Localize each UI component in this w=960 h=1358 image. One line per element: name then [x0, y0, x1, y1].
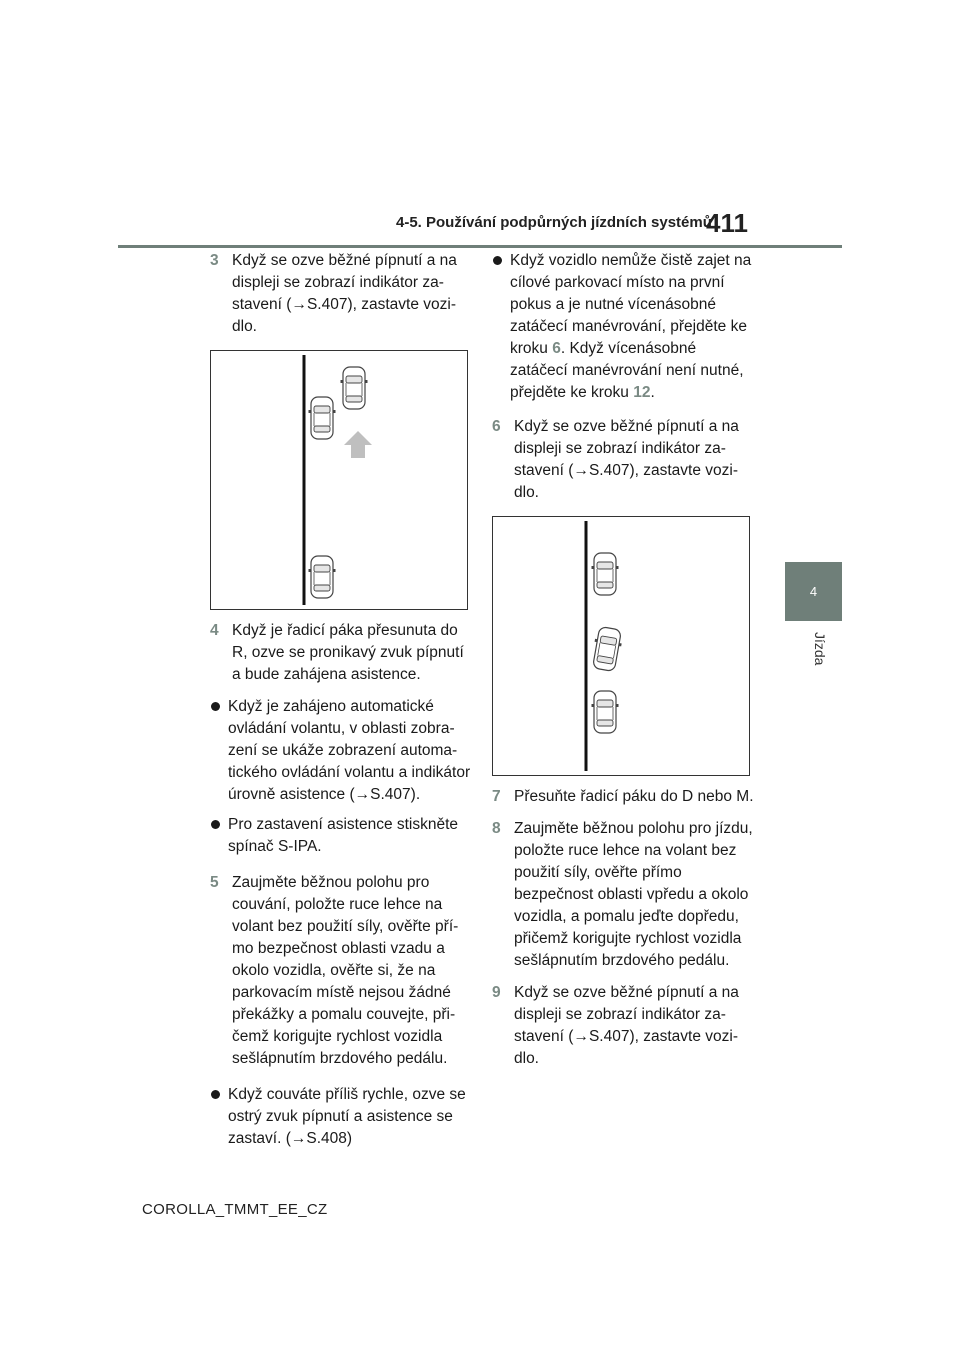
step-text: Zaujměte běžnou polohu pro jízdu, položte ruce lehce na volant bez použití síly, ověřte přímo bezpečnost oblasti vpředu a okolo vozidla, a pomalu jeďte dopředu, přičemž korigujte rychlost vozidla sešlápnutím brzdového pedálu. — [514, 820, 753, 969]
step-text: Když je řadicí páka přesunuta do R, ozve se pronikavý zvuk pípnutí a bude zahájena asistence. — [232, 622, 464, 683]
direction-arrow-icon — [344, 431, 372, 458]
step-ref-12: 12 — [633, 384, 651, 401]
figure-2 — [492, 516, 750, 776]
step-number: 6 — [492, 418, 501, 435]
step-4 — [210, 620, 472, 686]
own-car — [590, 626, 624, 672]
step-text: Když se ozve běžné pípnutí a na displeji se zobrazí indikátor zastavení (→S.407), zastavte vozidlo. — [232, 252, 457, 335]
chapter-label: Jízda — [812, 632, 828, 666]
document-code: COROLLA_TMMT_EE_CZ — [142, 1201, 328, 1218]
parking-diagram-1 — [211, 351, 467, 609]
step-number: 3 — [210, 252, 219, 269]
step-text: Když se ozve běžné pípnutí a na displeji se zobrazí indikátor zastavení (→S.407), zastavte vozidlo. — [514, 984, 739, 1067]
step-number: 8 — [492, 820, 501, 837]
bullet-text: . — [650, 384, 655, 401]
step-7 — [492, 786, 754, 808]
parked-car-rear — [592, 691, 619, 733]
step-8 — [492, 818, 754, 972]
page-number: 411 — [706, 208, 748, 238]
bullet-auto-steer: Když je zahájeno automatické ovládání volantu, v oblasti zobrazení se ukáže zobrazení automatického ovládání volantu a indikátor úrovně asistence (→S.407). — [210, 696, 472, 806]
bullet-text: . Když vícenásobné zatáčecí manévrování není nutné, přejděte ke kroku — [510, 340, 744, 401]
step-text: Přesuňte řadicí páku do D nebo M. — [514, 788, 754, 805]
chapter-tab — [785, 562, 842, 621]
header-rule — [118, 245, 842, 248]
section-title: 4-5. Používání podpůrných jízdních systémů — [396, 214, 712, 231]
step-3 — [210, 250, 472, 338]
bullet-stop: Pro zastavení asistence stiskněte spínač S-IPA. — [210, 814, 472, 858]
step-number: 7 — [492, 788, 501, 805]
step-number: 9 — [492, 984, 501, 1001]
step-number: 4 — [210, 622, 219, 639]
step-6 — [492, 416, 754, 504]
right-column — [492, 250, 754, 1080]
step-9 — [492, 982, 754, 1070]
parking-diagram-2 — [493, 517, 749, 775]
step-text: Když se ozve běžné pípnutí a na displeji se zobrazí indikátor zastavení (→S.407), zastavte vozidlo. — [514, 418, 739, 501]
step-ref-6: 6 — [552, 340, 561, 357]
parked-car-rear — [309, 556, 336, 598]
bullet-retry — [492, 250, 754, 404]
step-5 — [210, 872, 472, 1070]
chapter-number: 4 — [809, 584, 818, 599]
figure-1 — [210, 350, 468, 610]
step-number: 5 — [210, 874, 219, 891]
parked-car-front — [592, 553, 619, 595]
left-column — [210, 250, 472, 1158]
own-car — [341, 367, 368, 409]
bullet-text: Když vozidlo nemůže čistě zajet na cílové parkovací místo na první pokus a je nutné vícenásobné zatáčecí manévrování, přejděte ke kroku — [510, 252, 752, 357]
parked-car-front — [309, 397, 336, 439]
step-text: Zaujměte běžnou polohu pro couvání, položte ruce lehce na volant bez použití síly, ověřte přímo bezpečnost oblasti vzadu a okolo vozidla, ověřte si, že na parkovacím místě nejsou žádné překážky a pomalu couvejte, přičemž korigujte rychlost vozidla sešlápnutím brzdového pedálu. — [232, 874, 459, 1067]
bullet-too-fast: Když couváte příliš rychle, ozve se ostrý zvuk pípnutí a asistence se zastaví. (→S.408) — [210, 1084, 472, 1150]
